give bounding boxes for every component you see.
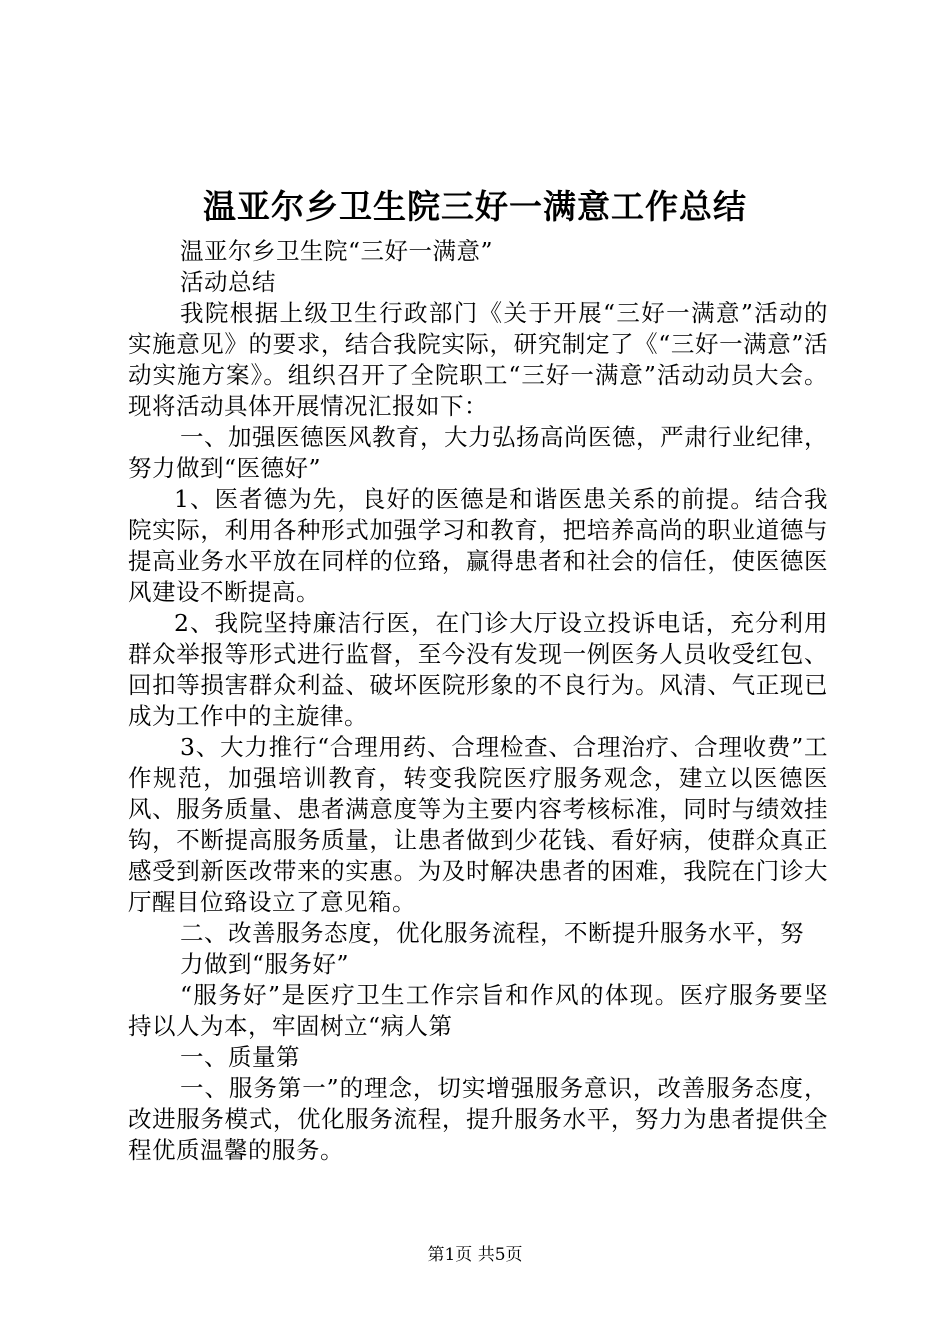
document-body — [128, 236, 828, 1166]
paragraph-service: “服务好”是医疗卫生工作宗旨和作风的体现。医疗服务要坚持以人为本，牢固树立“病人第 — [128, 981, 828, 1040]
section-heading-1: 一、加强医德医风教育，大力弘扬高尚医德，严肃行业纪律，努力做到“医德好” — [128, 423, 828, 482]
section-heading-2: 二、改善服务态度，优化服务流程，不断提升服务水平，努 — [180, 919, 804, 947]
paragraph-intro: 我院根据上级卫生行政部门《关于开展“三好一满意”活动的实施意见》的要求，结合我院实际，研究制定了《“三好一满意”活动实施方案》。组织召开了全院职工“三好一满意”活动动员大会。现将活动具体开展情况汇报如下： — [128, 299, 828, 420]
subtitle-line-1: 温亚尔乡卫生院“三好一满意” — [180, 237, 494, 265]
paragraph-item-1: 1、医者德为先，良好的医德是和谐医患关系的前提。结合我院实际，利用各种形式加强学习和教育，把培养高尚的职业道德与提高业务水平放在同样的位臵，赢得患者和社会的信任，使医德医风建设不断提高。 — [128, 485, 828, 606]
paragraph-item-2: 2、我院坚持廉洁行医，在门诊大厅设立投诉电话，充分利用群众举报等形式进行监督，至今没有发现一例医务人员收受红包、回扣等损害群众利益、破坏医院形象的不良行为。风清、气正现已成为工作中的主旋律。 — [128, 609, 828, 730]
subtitle-line-2: 活动总结 — [180, 268, 276, 296]
document-title: 温亚尔乡卫生院三好一满意工作总结 — [203, 187, 747, 226]
paragraph-quality: 一、质量第 — [180, 1043, 300, 1071]
paragraph-service-first: 一、服务第一”的理念，切实增强服务意识，改善服务态度，改进服务模式，优化服务流程，提升服务水平，努力为患者提供全程优质温馨的服务。 — [128, 1074, 828, 1164]
section-heading-2-cont: 力做到“服务好” — [180, 950, 350, 978]
page-footer: 第1页 共5页 — [427, 1245, 523, 1265]
paragraph-item-3: 3、大力推行“合理用药、合理检查、合理治疗、合理收费”工作规范，加强培训教育，转变我院医疗服务观念，建立以医德医风、服务质量、患者满意度等为主要内容考核标准，同时与绩效挂钩，不断提高服务质量，让患者做到少花钱、看好病，使群众真正感受到新医改带来的实惠。为及时解决患者的困难，我院在门诊大厅醒目位臵设立了意见箱。 — [128, 733, 828, 916]
